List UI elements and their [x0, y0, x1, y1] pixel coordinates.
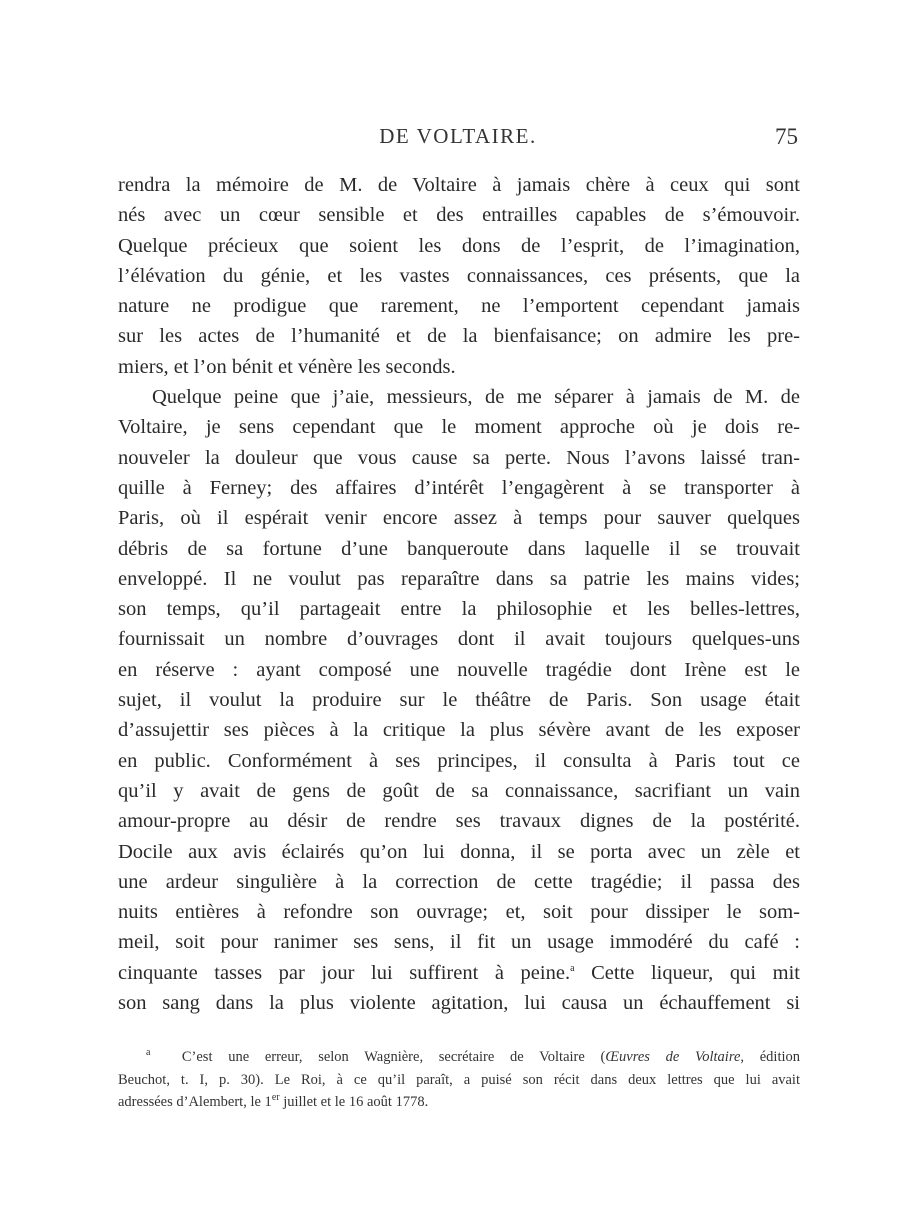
text-before-ref: cinquante tasses par jour lui suffirent à peine. [118, 961, 571, 984]
running-title: DE VOLTAIRE. [379, 124, 537, 148]
text-line: sur les actes de l’humanité et de la bienfaisance; on admire les pre- [118, 325, 800, 348]
text-line: une ardeur singulière à la correction de cette tragédie; il passa des [118, 870, 800, 893]
paragraph-2 [118, 382, 800, 1018]
text-line: Voltaire, je sens cependant que le moment approche où je dois re- [118, 416, 800, 439]
text-line: Docile aux avis éclairés qu’on lui donna, il se porta avec un zèle et [118, 840, 800, 863]
footnote-text-3b: juillet et le 16 août 1778. [279, 1094, 429, 1110]
text-line: son temps, qu’il partageait entre la philosophie et les belles-lettres, [118, 598, 800, 621]
text-line: d’assujettir ses pièces à la critique la plus sévère avant de les exposer [118, 719, 800, 742]
footnote-marker: a [146, 1047, 151, 1059]
text-line: son sang dans la plus violente agitation, lui causa un échauffement si [118, 992, 800, 1015]
text-line: Quelque peine que j’aie, messieurs, de me séparer à jamais de M. de [152, 386, 800, 409]
text-line: débris de sa fortune d’une banqueroute dans laquelle il se trouvait [118, 537, 800, 560]
paragraph-1 [118, 170, 800, 382]
text-line: quille à Ferney; des affaires d’intérêt l’engagèrent à se transporter à [118, 476, 800, 499]
footnote-superscript: er [271, 1092, 280, 1104]
work-title: Œuvres de Voltaire [605, 1049, 741, 1065]
text-line: rendra la mémoire de M. de Voltaire à jamais chère à ceux qui sont [118, 174, 800, 196]
footnote-line [118, 1046, 800, 1069]
footnote-text-1: C’est une erreur, selon Wagnière, secrétaire de Voltaire (Œuvres de Voltaire, édition [181, 1049, 800, 1065]
text-line: Paris, où il espérait venir encore assez à temps pour sauver quelques [118, 507, 800, 530]
page-number: 75 [775, 124, 798, 149]
text-line: l’élévation du génie, et les vastes connaissances, ces présents, que la [118, 264, 800, 287]
text-line: en public. Conformément à ses principes, il consulta à Paris tout ce [118, 749, 800, 772]
footnotes [118, 1046, 800, 1114]
footnote-line [118, 1091, 800, 1114]
running-head [118, 124, 798, 160]
text-line: sujet, il voulut la produire sur le théâtre de Paris. Son usage était [118, 689, 800, 712]
text-line: qu’il y avait de gens de goût de sa connaissance, sacrifiant un vain [118, 779, 800, 802]
text-line: Quelque précieux que soient les dons de l’esprit, de l’imagination, [118, 234, 800, 257]
text-line: amour-propre au désir de rendre ses travaux dignes de la postérité. [118, 810, 800, 833]
text-line: en réserve : ayant composé une nouvelle tragédie dont Irène est le [118, 658, 800, 681]
text-line: enveloppé. Il ne voulut pas reparaître dans sa patrie les mains vides; [118, 567, 800, 590]
text-line: fournissait un nombre d’ouvrages dont il avait toujours quelques-uns [118, 628, 800, 651]
text-line: nuits entières à refondre son ouvrage; et, soit pour dissiper le som- [118, 901, 800, 924]
footnote-text-3a: adressées d’Alembert, le 1 [118, 1094, 272, 1110]
text-line-with-footnote-ref [118, 958, 800, 988]
text-line: miers, et l’on bénit et vénère les seconds. [118, 355, 456, 378]
text-line: nouveler la douleur que vous cause sa perte. Nous l’avons laissé tran- [118, 446, 800, 469]
footnote-reference[interactable]: a [570, 962, 575, 974]
text-after-ref: Cette liqueur, qui mit [574, 961, 800, 984]
text-line: nature ne prodigue que rarement, ne l’emportent cependant jamais [118, 295, 800, 318]
footnote-line: Beuchot, t. I, p. 30). Le Roi, à ce qu’il paraît, a puisé son récit dans deux lettres que lui avait [118, 1071, 800, 1088]
main-text [118, 170, 800, 1018]
text-line: meil, soit pour ranimer ses sens, il fit un usage immodéré du café : [118, 931, 800, 954]
text-line: nés avec un cœur sensible et des entrailles capables de s’émouvoir. [118, 204, 800, 227]
